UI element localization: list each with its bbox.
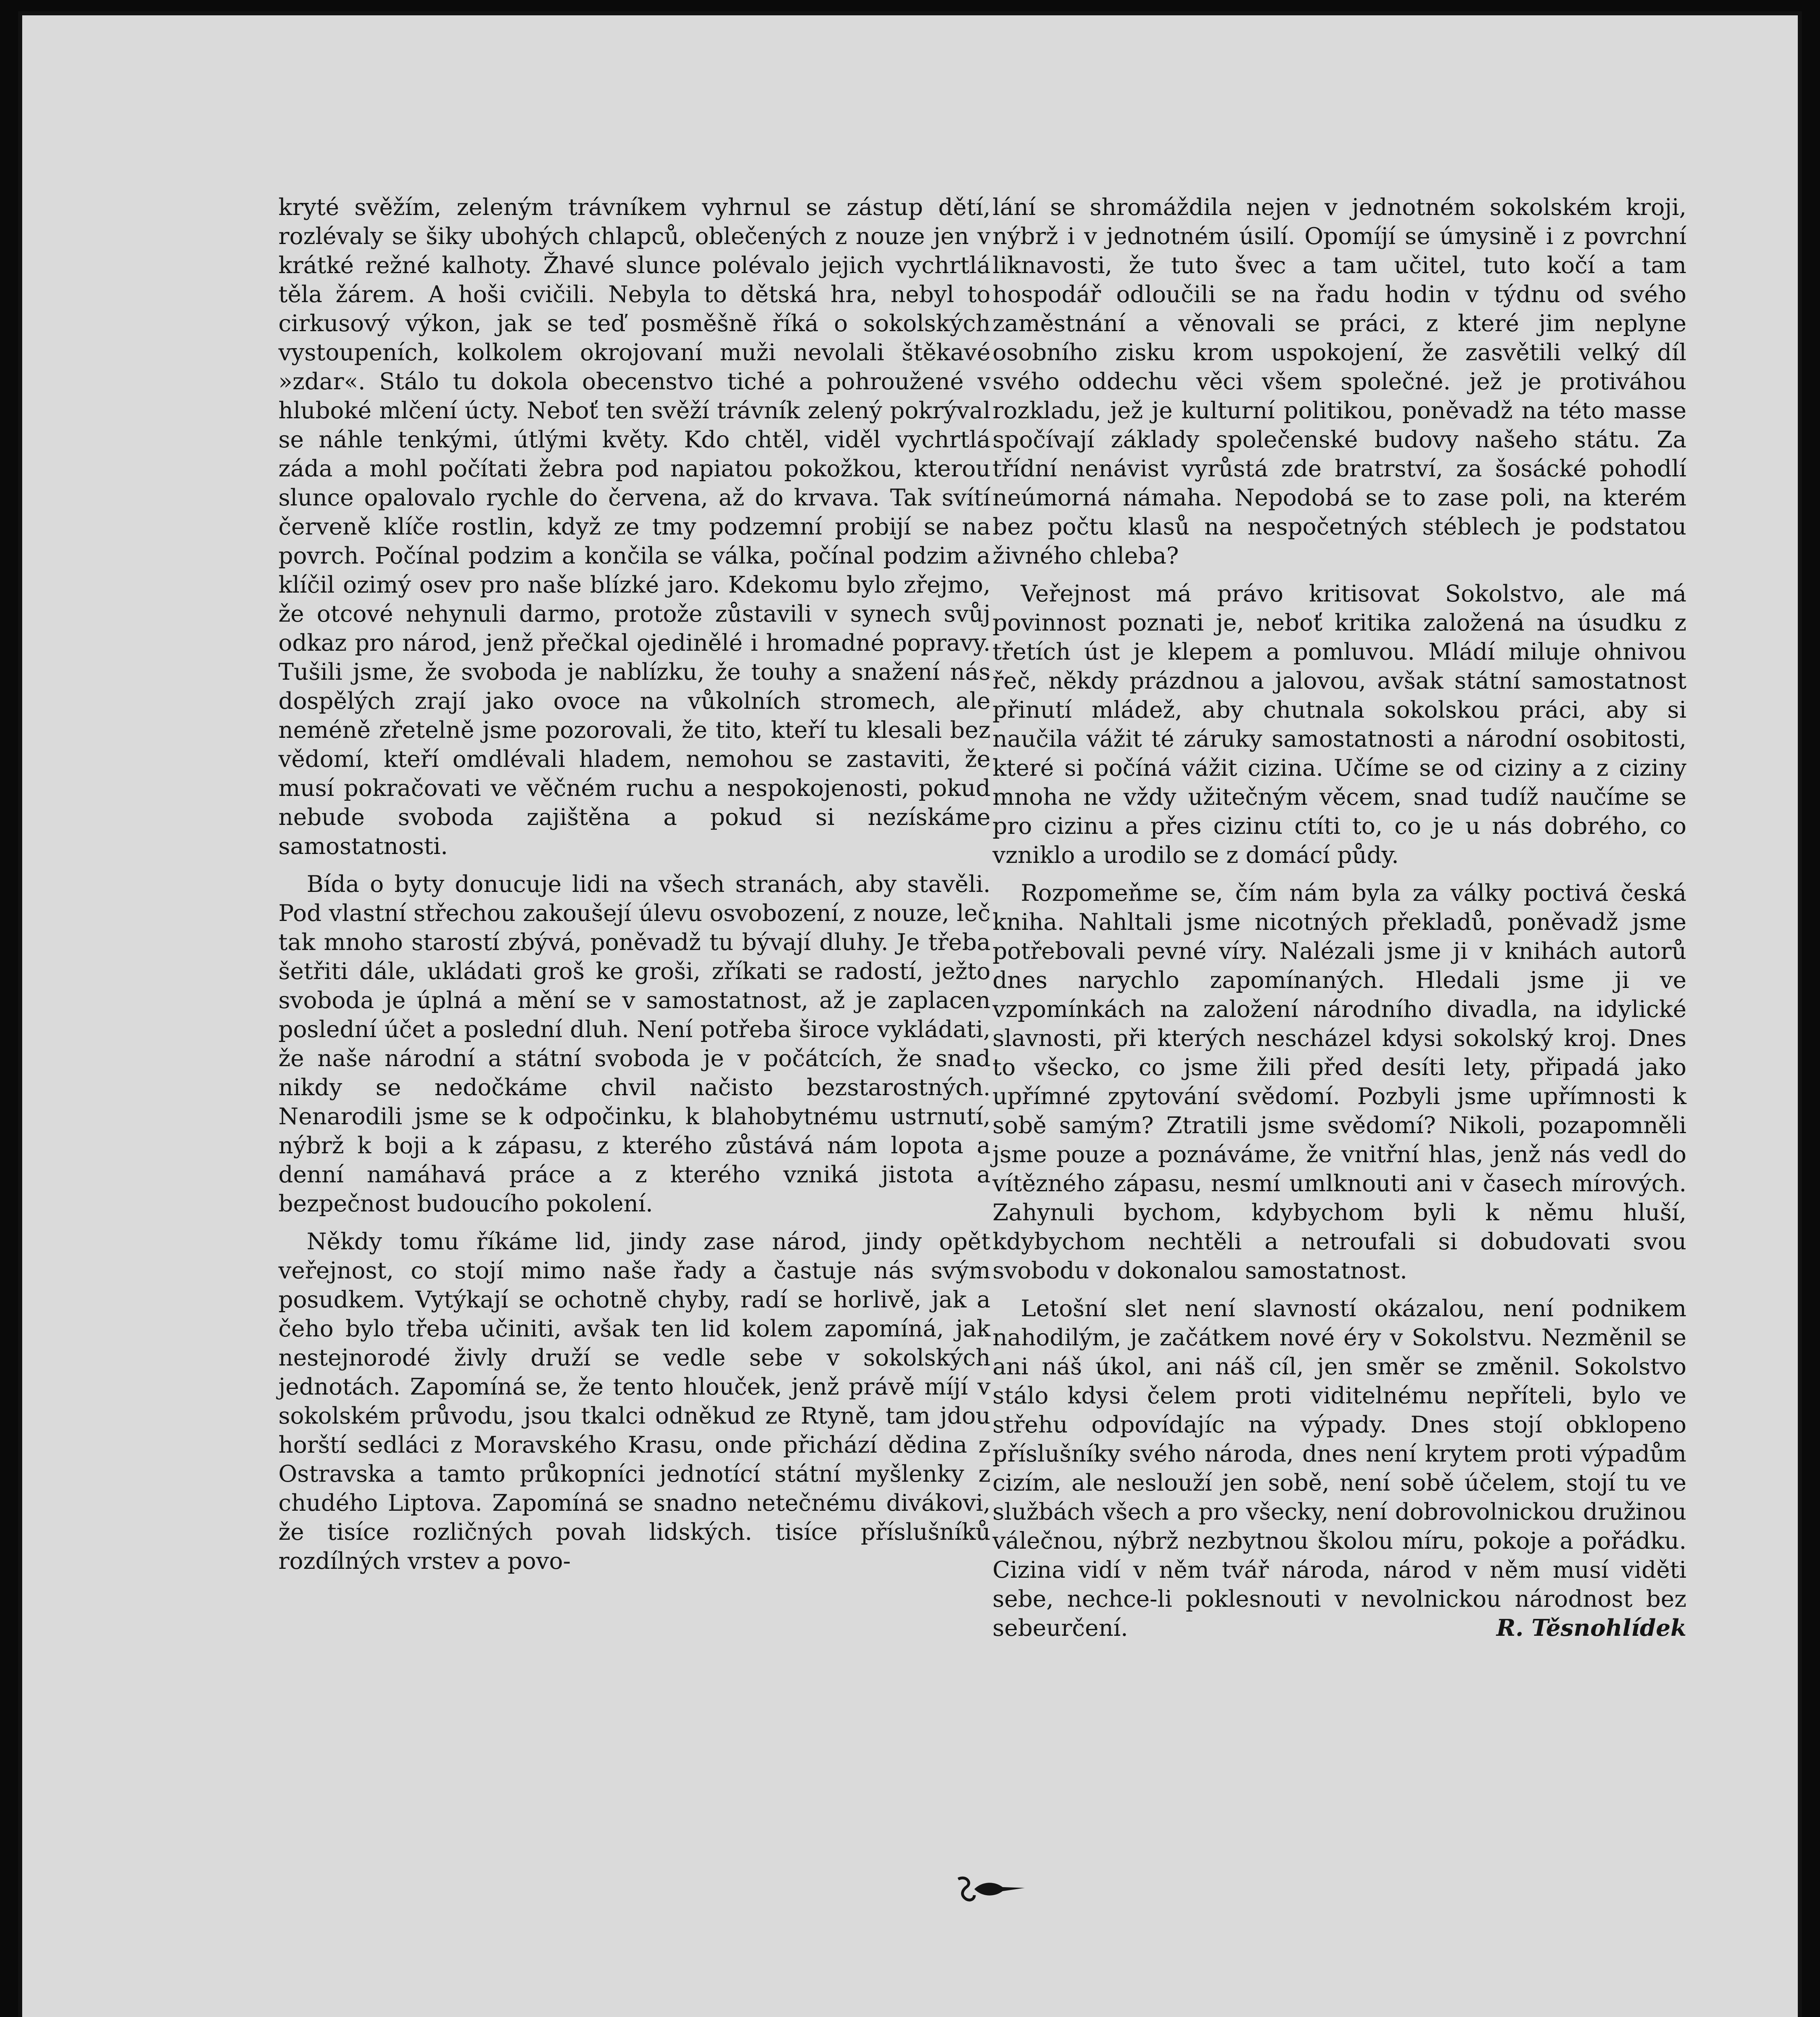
paragraph: Rozpomeňme se, čím nám byla za války poctivá česká kniha. Nahltali jsme nicotných překladů, poněvadž jsme potřebovali pevné víry. Nalézali jsme ji v knihách autorů dnes narychlo zapomínaných. Hledali jsme ji ve vzpomínkách na založení národního divadla, na idylické slavnosti, při kterých nescházel kdysi sokolský kroj. Dnes to všecko, co jsme žili před desíti lety, připadá jako upřímné zpytování svědomí. Pozbyli jsme upřímnosti k sobě samým? Ztratili jsme svědomí? Nikoli, pozapomněli jsme pouze a poznáváme, že vnitřní hlas, jenž nás vedl do vítězného zápasu, nesmí umlknouti ani v časech mírových. Zahynuli bychom, kdybychom byli k němu hluší, kdybychom nechtěli a netroufali si dobudovati svou svobodu v dokonalou samostatnost. bbox=[993, 880, 1686, 1284]
paragraph: lání se shromáždila nejen v jednotném sokolském kroji, nýbrž i v jednotném úsilí. Opomíjí se úmysině i z povrchní liknavosti, že tuto švec a tam učitel, tuto kočí a tam hospodář odloučili se na řadu hodin v týdnu od svého zaměstnání a věnovali se práci, z které jim neplyne osobního zisku krom uspokojení, že zasvětili velký díl svého oddechu věci všem společné. jež je protiváhou rozkladu, jež je kulturní politikou, poněvadž na této masse spočívají základy společenské budovy našeho státu. Za třídní nenávist vyrůstá zde bratrství, za šosácké pohodlí neúmorná námaha. Nepodobá se to zase poli, na kterém bez počtu klasů na nespočetných stéblech je podstatou živného chleba? bbox=[993, 194, 1686, 569]
paragraph-text: Letošní slet není slavností okázalou, není podnikem nahodilým, je začátkem nové éry v Sokolstvu. Nezměnil se ani náš úkol, ani náš cíl, jen směr se změnil. Sokolstvo stálo kdysi čelem proti viditelnému nepříteli, bylo ve střehu odpovídajíc na výpady. Dnes stojí obklopeno příslušníky svého národa, dnes není krytem proti výpadům cizím, ale neslouží jen sobě, není sobě účelem, stojí tu ve službách všech a pro všecky, není dobrovolnickou družinou válečnou, nýbrž nezbytnou školou míru, pokoje a pořádku. Cizina vidí v něm tvář národa, národ v něm musí viděti sebe, nechce-li poklesnouti v nevolnickou národnost bez sebeurčení. bbox=[993, 1295, 1686, 1641]
magazine-page bbox=[18, 11, 1802, 2017]
paragraph: Někdy tomu říkáme lid, jindy zase národ, jindy opět veřejnost, co stojí mimo naše řady a častuje nás svým posudkem. Vytýkají se ochotně chyby, radí se horlivě, jak a čeho bylo třeba učiniti, avšak ten lid kolem zapomíná, jak nestejnorodé živly druží se vedle sebe v sokolských jednotách. Zapomíná se, že tento hlouček, jenž právě míjí v sokolském průvodu, jsou tkalci odněkud ze Rtyně, tam jdou horští sedláci z Moravského Krasu, onde přichází dědina z Ostravska a tamto průkopníci jednotící státní myšlenky z chudého Liptova. Zapomíná se snadno netečnému divákovi, že tisíce rozličných povah lidských. tisíce příslušníků rozdílných vrstev a povo- bbox=[278, 1228, 990, 1574]
paragraph: kryté svěžím, zeleným trávníkem vyhrnul se zástup dětí, rozlévaly se šiky ubohých chlapců, oblečených z nouze jen v krátké režné kalhoty. Žhavé slunce polévalo jejich vychrtlá těla žárem. A hoši cvičili. Nebyla to dětská hra, nebyl to cirkusový výkon, jak se teď posměšně říká o sokolských vystoupeních, kolkolem okrojovaní muži nevolali štěkavé »zdar«. Stálo tu dokola obecenstvo tiché a pohroužené v hluboké mlčení úcty. Neboť ten svěží trávník zelený pokrýval se náhle tenkými, útlými květy. Kdo chtěl, viděl vychrtlá záda a mohl počítati žebra pod napiatou pokožkou, kterou slunce opalovalo rychle do červena, až do krvava. Tak svítí červeně klíče rostlin, když ze tmy podzemní probijí se na povrch. Počínal podzim a končila se válka, počínal podzim a klíčil ozimý osev pro naše blízké jaro. Kdekomu bylo zřejmo, že otcové nehynuli darmo, protože zůstavili v synech svůj odkaz pro národ, jenž přečkal ojedinělé i hromadné popravy. Tušili jsme, že svoboda je nablízku, že touhy a snažení nás dospělých zrají jako ovoce na vůkolních stromech, ale neméně zřetelně jsme pozorovali, že tito, kteří tu klesali bez vědomí, kteří omdlévali hladem, nemohou se zastaviti, že musí pokračovati ve věčném ruchu a nespokojenosti, pokud nebude svoboda zajištěna a pokud si nezískáme samostatnosti. bbox=[278, 194, 990, 860]
right-column bbox=[993, 193, 1686, 1643]
ornament-icon bbox=[950, 1871, 1031, 1907]
author-signature: R. Těsnohlídek bbox=[1496, 1614, 1686, 1641]
left-column bbox=[278, 193, 990, 1576]
paragraph: Bída o byty donucuje lidi na všech stranách, aby stavěli. Pod vlastní střechou zakoušejí úlevu osvobození, z nouze, leč tak mnoho starostí zbývá, poněvadž tu bývají dluhy. Je třeba šetřiti dále, ukládati groš ke groši, zříkati se radostí, ježto svoboda je úplná a mění se v samostatnost, až je zaplacen poslední účet a poslední dluh. Není potřeba široce vykládati, že naše národní a státní svoboda je v počátcích, že snad nikdy se nedočkáme chvil načisto bezstarostných. Nenarodili jsme se k odpočinku, k blahobytnému ustrnutí, nýbrž k boji a k zápasu, z kterého zůstává nám lopota a denní namáhavá práce a z kterého vzniká jistota a bezpečnost budoucího pokolení. bbox=[278, 871, 990, 1217]
paragraph bbox=[993, 1294, 1686, 1643]
paragraph: Veřejnost má právo kritisovat Sokolstvo, ale má povinnost poznati je, neboť kritika založená na úsudku z třetích úst je klepem a pomluvou. Mládí miluje ohnivou řeč, někdy prázdnou a jalovou, avšak státní samostatnost přinutí mládež, aby chutnala sokolskou práci, aby si naučila vážit té záruky samostatnosti a národní osobitosti, které si počíná vážit cizina. Učíme se od ciziny a z ciziny mnoha ne vždy užitečným věcem, snad tudíž naučíme se pro cizinu a přes cizinu ctíti to, co je u nás dobrého, co vzniklo a urodilo se z domácí půdy. bbox=[993, 580, 1686, 869]
